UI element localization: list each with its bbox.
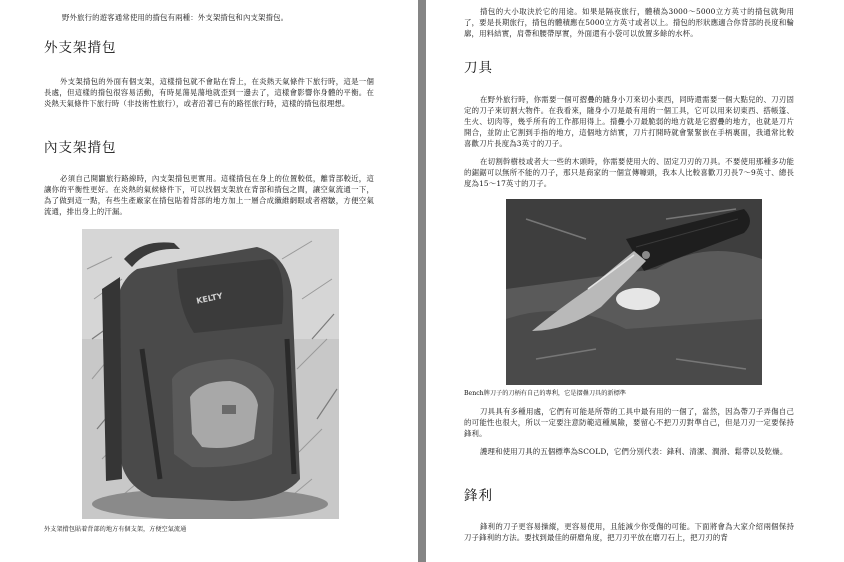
right-page: [426, 0, 844, 562]
knives-paragraph-1: 在野外旅行時，你需要一個可摺疊的隨身小刀來切小東西，同時還需要一個大點兒的、刀刃固定的刀子來切割大物件。在我看來，隨身小刀是最有用的一個工具，它可以用來切東西、搭帳篷、生火、切肉等，幾乎所有的工作都用得上。揹疊小刀最脆弱的地方就是它摺疊的地方，也就是刀片開合，並防止它割到手指的地方，這個地方結實，刀片打開時就會緊緊嵌在手柄裏面，我通常比較喜歡刀片長度為3英寸的刀子。: [464, 95, 794, 148]
section-heading-knives: 刀具: [464, 60, 493, 76]
scold-paragraph: 護理和使用刀具的五個標準為SCOLD，它們分別代表：鋒利、清潔、潤滑、鬆帶以及乾燥。: [480, 447, 788, 456]
knives-paragraph-3: 刀具具有多種用處，它們有可能是所帶的工具中最有用的一個了，當然，因為帶刀子弄傷自己的可能性也很大，所以一定要注意防範這種風險，要留心不把刀刃對準自己，但是刀刃一定要保持鋒利。: [464, 407, 794, 438]
internal-frame-pack-paragraph: 必須自己開闢旅行路線時，內支架揹包更實用。這樣揹包在身上的位置較低，離背部較近，這讓你的平衡性更好。在炎熱的氣候條件下，可以找個支架放在背部和揹包之間，讓空氣流通一下，為了做到這一點，有些生產廠家在揹包貼着背部的地方加上一層合成纖維網眼或者褶皺，方便空氣流通，排出身上的汗漏。: [44, 174, 374, 216]
left-page: [0, 0, 418, 562]
section-heading-sharp: 鋒利: [464, 488, 493, 504]
intro-paragraph: 野外旅行的遊客通常使用的揹包有兩種：外支架揹包和內支架揹包。: [62, 13, 289, 22]
backpack-photo: [82, 229, 339, 519]
knives-paragraph-2: 在切割幹樹枝或者大一些的木頭時，你需要使用大的、固定刀刃的刀具。不要使用那種多功能的鋸鋸可以無所不能的刀子，那只是商家的一個宣傳噱頭，我本人比較喜歡刀刃長7～9英寸、總長度為15～17英寸的刀子。: [464, 157, 794, 188]
section-heading-internal-frame-pack: 內支架揹包: [44, 140, 117, 156]
knife-photo-caption: Bench牌刀子的刀柄有自己的專利，它是摺疊刀具的新標準: [464, 390, 626, 397]
knife-photo: [506, 199, 762, 385]
kelty-logo: KELTY: [195, 291, 224, 306]
pack-size-paragraph: 揹包的大小取決於它的用途。如果是隔夜旅行，體積為3000～5000立方英寸的揹包就夠用了，要是長期旅行，揹包的體積應在5000立方英寸或者以上。揹包的形狀應適合你背部的長度和輪廓，用料結實，肩帶和腰帶厚實，外面還有小袋可以放置多餘的水杯。: [464, 7, 794, 38]
backpack-photo-caption: 外支架揹包貼着背部的地方有個支架，方便空氣流通: [44, 526, 187, 533]
sharp-paragraph: 鋒利的刀子更容易操縱，更容易使用，且能減少你受傷的可能。下面將會為大家介紹兩個保持刀子鋒利的方法。要找到最佳的研磨角度，把刀刃平放在磨刀石上，把刀刃的背: [464, 522, 794, 542]
external-frame-pack-paragraph: 外支架揹包的外面有個支架，這樣揹包就不會貼在背上，在炎熱天氣條件下旅行時，這是一個長處，但這樣的揹包很容易活動，有時晃蕩晃蕩地就歪到一邊去了，這樣會影響你身體的平衡。在炎熱天氣條件下旅行時（非技術性旅行），或者沿著已有的路徑旅行時，這樣的揹包很理想。: [44, 77, 374, 108]
section-heading-external-frame-pack: 外支架揹包: [44, 40, 117, 56]
